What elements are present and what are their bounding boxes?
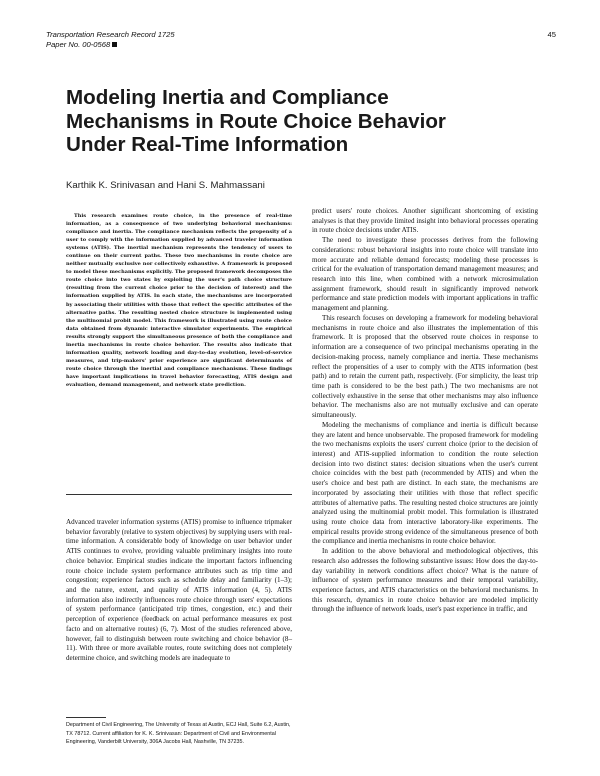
journal-name: Transportation Research Record 1725 [46,30,175,39]
right-column [312,207,538,615]
abstract [66,212,292,389]
body-paragraph: The need to investigate these processes derives from the following considerations: robust behavioral insights into route choice will translate into more accurate and reliable demand forecasts; modeling these processes is critical for the evaluation of transportation demand management measures; and research into this line, when combined with a network microsimulation assignment framework, should result in significantly improved network performance and state prediction models with important applications in traffic management and planning. [312,236,538,313]
introduction-paragraph: Advanced traveler information systems (ATIS) promise to influence tripmaker behavior favorably (relative to system objectives) by supplying users with real-time information. A considerable body of knowledge on user behavior under ATIS continues to evolve, providing valuable preliminary insights into route choice behavior. Empirical studies indicate the important factors influencing route choice include system performance attributes such as trip time and congestion; experience factors such as schedule delay and familiarity (1–3); and the nature, extent, and quality of ATIS information (4, 5). ATIS information also indirectly influences route choice through users' expectations of system performance (anticipated trip times, congestion, etc.) and their perception of experience (feedback on actual performance measures ex post facto and on alternative routes) (6, 7). Most of the studies referenced above, however, fail to distinguish between route switching and choice behavior (8–11). With three or more available routes, route switching does not completely determine choice, and switching models are inadequate to [66,518,292,663]
body-paragraph: Modeling the mechanisms of compliance and inertia is difficult because they are latent and hence unobservable. The proposed framework for modeling the two mechanisms exploits the users' current choice (prior to the decision of interest) and ATIS-supplied information to condition the route selection decision into two distinct states: decision situations when the user's current choice coincides with the best path (recommended by ATIS) and when the user's choice and best path are distinct. In each state, the mechanisms are incorporated by associating their utilities with those that reflect specific attributes of alternative paths. The resulting nested choice structures are jointly analyzed using the multinomial probit model. This formulation is illustrated using route choice data from interactive laboratory-like experiments. The empirical results provide strong evidence of the simultaneous presence of both the compliance and inertia mechanisms in route choice behavior. [312,420,538,546]
paper-title: Modeling Inertia and Compliance Mechanisms in Route Choice Behavior Under Real-Time Information [66,86,446,157]
author-line: Karthik K. Srinivasan and Hani S. Mahmassani [66,180,265,191]
body-paragraph: In addition to the above behavioral and methodological objectives, this research also addresses the following substantive issues: How does the day-to-day variability in network conditions affect choice? What is the nature of influence of system performance measures and their temporal variability, experience factors, and ATIS characteristics on the behavioral mechanisms. In this research, dynamics in route choice behavior are modeled implicitly through the influence of network loads, user's past experience in traffic, and [312,547,538,614]
introduction-column [66,518,292,664]
footnote-divider [66,717,106,718]
body-paragraph: This research focuses on developing a framework for modeling behavioral mechanisms in route choice and also illustrates the implementation of this framework. It is proposed that the observed route choices in response to information are a consequence of two principal mechanisms operating in the decision-making process, namely compliance and inertia. These mechanisms reflect the propensities of a user to comply with the ATIS information (best path) and to retain the current path, respectively. (For simplicity, the least trip time path is considered to be the best path.) The two mechanisms are not collectively exhaustive in the sense that other mechanisms may also influence behavior. The mechanisms also are not mutually exclusive and can operate simultaneously. [312,313,538,420]
paper-number-text: Paper No. 00-0568 [46,39,111,49]
square-bullet-icon [112,42,117,47]
page-number: 45 [547,30,556,39]
running-header [46,30,556,49]
abstract-divider [66,494,292,495]
body-paragraph: predict users' route choices. Another significant shortcoming of existing analyses is that they provide limited insight into behavioral processes operating in route choice decisions under ATIS. [312,207,538,235]
author-affiliation-footnote: Department of Civil Engineering, The University of Texas at Austin, ECJ Hall, Suite 6.2, Austin, TX 78712. Current affiliation for K. K. Srinivasan: Department of Civil and Environmental Engineering, Vanderbilt University, 306A Jacobs Hall, Nashville, TN 37235. [66,722,291,746]
paper-number [46,40,556,50]
abstract-text: This research examines route choice, in the presence of real-time information, as a consequence of two underlying behavioral mechanisms: compliance and inertia. The compliance mechanism reflects the propensity of a user to comply with the information supplied by advanced traveler information systems (ATIS). The inertial mechanism represents the tendency of users to continue on their current paths. These two mechanisms in route choice are neither mutually exclusive nor collectively exhaustive. A framework is proposed to model these mechanisms explicitly. The proposed framework decomposes the route choice into two states by exploiting the user's path choice structure (resulting from the current choice prior to the decision of interest) and the information supplied by ATIS. In each state, the mechanisms are incorporated by associating their utilities with those that reflect the specific attributes of the alternative paths. The resulting nested choice structure is implemented using the multinomial probit model. This framework is illustrated using route choice data obtained from dynamic interactive simulator experiments. The empirical results strongly support the simultaneous presence of both the compliance and inertia mechanisms in route choice behavior. The results also indicate that information quality, network loading and day-to-day evolution, level-of-service measures, and trip-makers' prior experience are significant determinants of route choice through the inertial and compliance mechanisms. These findings have important implications in travel behavior forecasting, ATIS design and evaluation, demand management, and network state prediction. [66,213,292,388]
